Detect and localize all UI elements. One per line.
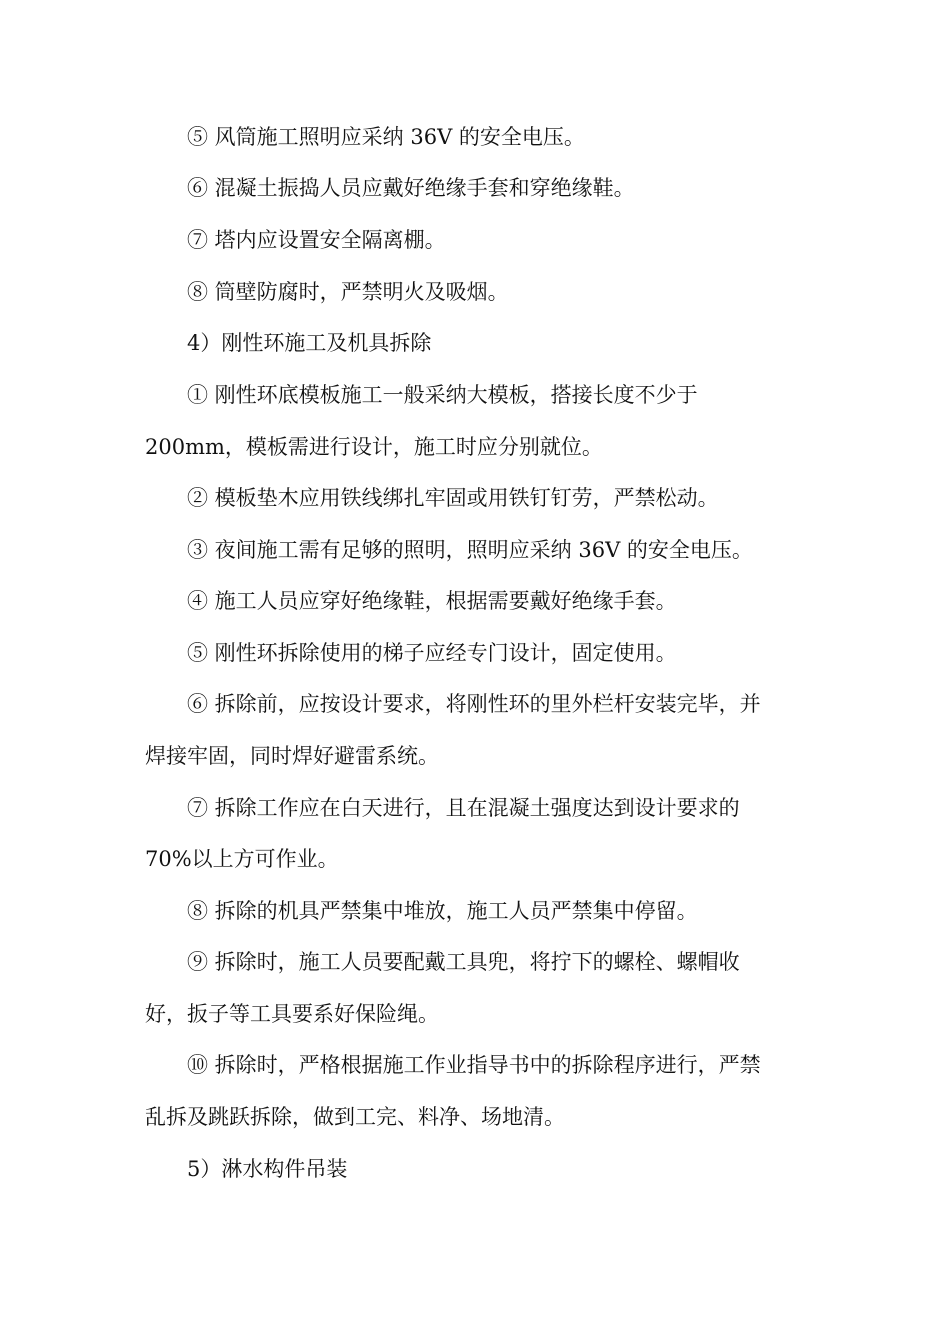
text-line: ① 刚性环底模板施工一般采纳大模板，搭接长度不少于 xyxy=(187,383,698,407)
text-line: ④ 施工人员应穿好绝缘鞋，根据需要戴好绝缘手套。 xyxy=(187,589,677,613)
text-line: 好，扳子等工具要系好保险绳。 xyxy=(145,1002,439,1026)
text-line: 70%以上方可作业。 xyxy=(145,847,339,871)
text-line: ⑦ 塔内应设置安全隔离棚。 xyxy=(187,228,446,252)
text-line: ② 模板垫木应用铁线绑扎牢固或用铁钉钉劳，严禁松动。 xyxy=(187,486,719,510)
text-line: ⑤ 风筒施工照明应采纳 36V 的安全电压。 xyxy=(187,125,585,149)
text-line: ⑧ 筒壁防腐时，严禁明火及吸烟。 xyxy=(187,280,509,304)
text-line: ⑥ 混凝土振捣人员应戴好绝缘手套和穿绝缘鞋。 xyxy=(187,176,635,200)
text-line: ⑦ 拆除工作应在白天进行，且在混凝土强度达到设计要求的 xyxy=(187,796,740,820)
text-line: ⑥ 拆除前，应按设计要求，将刚性环的里外栏杆安装完毕，并 xyxy=(187,692,761,716)
text-line: 200mm，模板需进行设计，施工时应分别就位。 xyxy=(145,435,603,459)
section-heading: 5）淋水构件吊装 xyxy=(187,1157,348,1181)
text-line: ⑨ 拆除时，施工人员要配戴工具兜，将拧下的螺栓、螺帽收 xyxy=(187,950,740,974)
text-line: ⑤ 刚性环拆除使用的梯子应经专门设计，固定使用。 xyxy=(187,641,677,665)
text-line: ⑩ 拆除时，严格根据施工作业指导书中的拆除程序进行，严禁 xyxy=(187,1053,761,1077)
text-line: ③ 夜间施工需有足够的照明，照明应采纳 36V 的安全电压。 xyxy=(187,538,753,562)
section-heading: 4）刚性环施工及机具拆除 xyxy=(187,331,432,355)
text-line: 焊接牢固，同时焊好避雷系统。 xyxy=(145,744,439,768)
text-line: 乱拆及跳跃拆除，做到工完、料净、场地清。 xyxy=(145,1105,565,1129)
text-line: ⑧ 拆除的机具严禁集中堆放，施工人员严禁集中停留。 xyxy=(187,899,698,923)
